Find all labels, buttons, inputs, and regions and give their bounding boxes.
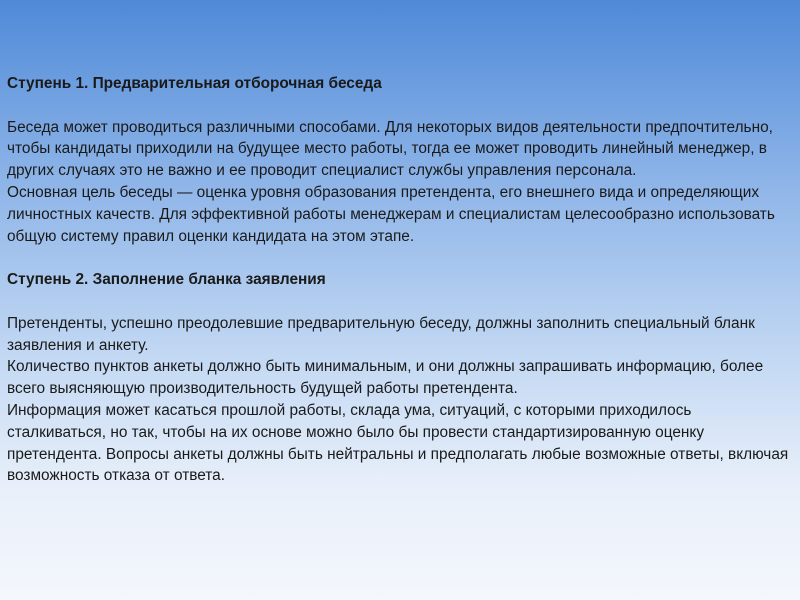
spacer [7, 291, 793, 313]
step1-paragraph-1: Беседа может проводиться различными способами. Для некоторых видов деятельности предпочтительно, чтобы кандидаты приходили на будущее место работы, тогда ее может проводить линейный менеджер, в других случаях это не важно и ее проводит специалист службы управления персонала. [7, 118, 773, 180]
step2-heading: Ступень 2. Заполнение бланка заявления [7, 271, 326, 289]
step1-heading: Ступень 1. Предварительная отборочная беседа [7, 75, 382, 92]
slide-content [7, 73, 793, 487]
step2-paragraph-1: Претенденты, успешно преодолевшие предварительную беседу, должны заполнить специальный бланк заявления и анкету. [7, 314, 755, 354]
step2-paragraph-3: Информация может касаться прошлой работы, склада ума, ситуаций, с которыми приходилось сталкиваться, но так, чтобы на их основе можно было бы провести стандартизированную оценку претендента. Вопросы анкеты должны быть нейтральны и предполагать любые возможные ответы, включая возможность отказа от ответа. [7, 401, 789, 485]
spacer [7, 95, 793, 117]
step1-paragraph-2: Основная цель беседы — оценка уровня образования претендента, его внешнего вида и определяющих личностных качеств. Для эффективной работы менеджерам и специалистам целесообразно использовать общую систему правил оценки кандидата на этом этапе. [7, 183, 775, 245]
spacer [7, 247, 793, 269]
step2-paragraph-2: Количество пунктов анкеты должно быть минимальным, и они должны запрашивать информацию, более всего выясняющую производительность будущей работы претендента. [7, 358, 764, 398]
